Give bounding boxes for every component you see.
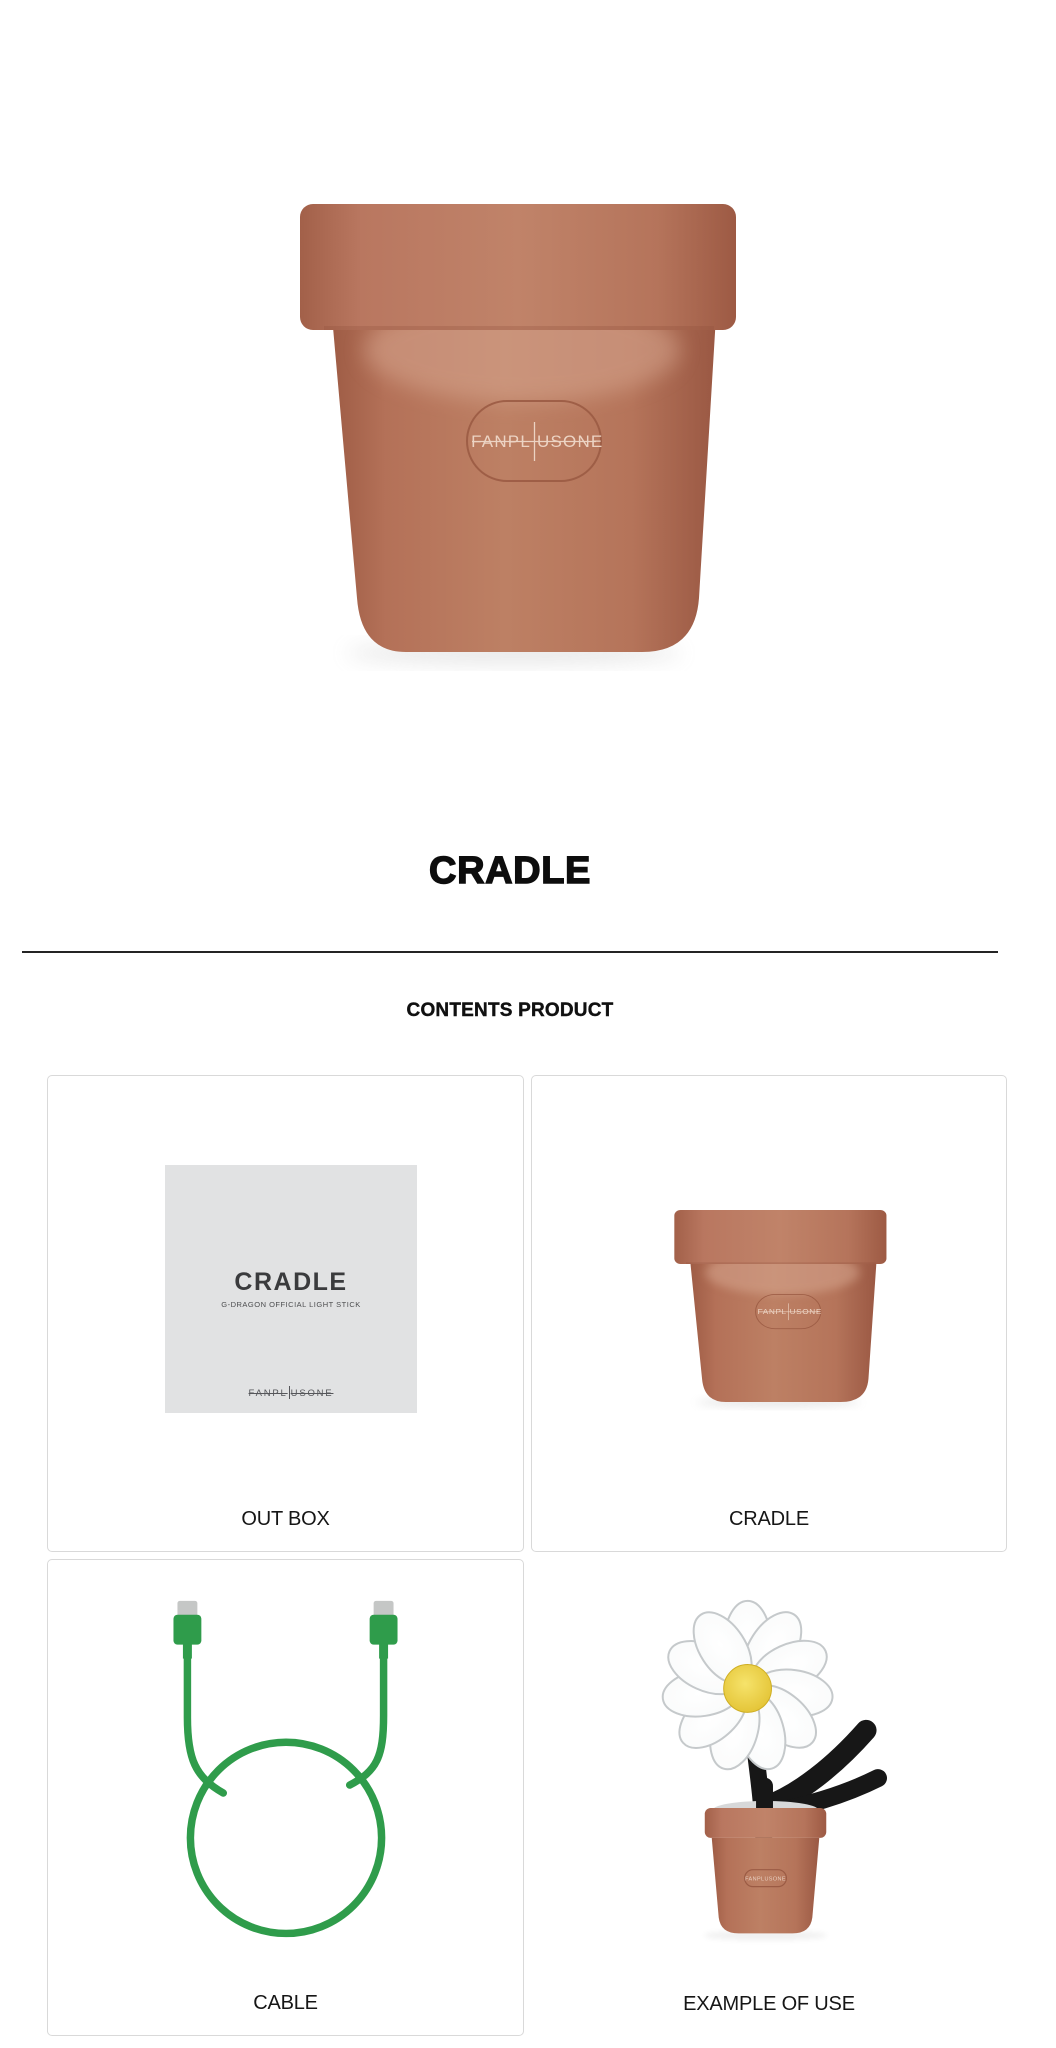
contents-cell-example-of-use: [531, 1559, 1007, 2036]
section-heading: CONTENTS PRODUCT: [406, 1000, 614, 1021]
page-title: CRADLE: [429, 850, 591, 892]
fanplusone-logo-bar: [289, 1386, 290, 1399]
cell-label-out-box: OUT BOX: [241, 1508, 330, 1530]
cell-label-cradle: CRADLE: [729, 1508, 809, 1530]
cell-label-example-of-use: EXAMPLE OF USE: [683, 1993, 855, 2015]
fanplusone-logo-right: USONE: [290, 1388, 334, 1400]
contents-cell-cradle: [531, 1075, 1007, 1552]
cradle-pot-image: [650, 1174, 903, 1414]
out-box-title: CRADLE: [234, 1268, 348, 1296]
cell-label-cable: CABLE: [253, 1992, 318, 2014]
contents-cell-out-box: [47, 1075, 524, 1552]
usb-connector-right: [370, 1601, 398, 1659]
flower-lightstick-in-pot-image: [531, 1559, 1007, 2034]
usb-connector-left: [173, 1601, 201, 1659]
daisy-flower: [660, 1601, 836, 1775]
contents-cell-cable: [47, 1559, 524, 2036]
divider-line: [22, 951, 998, 953]
hero-cradle-pot-image: [250, 120, 770, 680]
fanplusone-logo: [165, 1387, 417, 1400]
out-box-subtitle: G-DRAGON OFFICIAL LIGHT STICK: [221, 1300, 361, 1309]
out-box-image: [165, 1165, 417, 1413]
usb-cable-image: [48, 1560, 523, 2035]
fanplusone-logo-left: FANPL: [248, 1388, 288, 1400]
fanplusone-logo-tiny: FANPLUSONE: [745, 1876, 786, 1883]
